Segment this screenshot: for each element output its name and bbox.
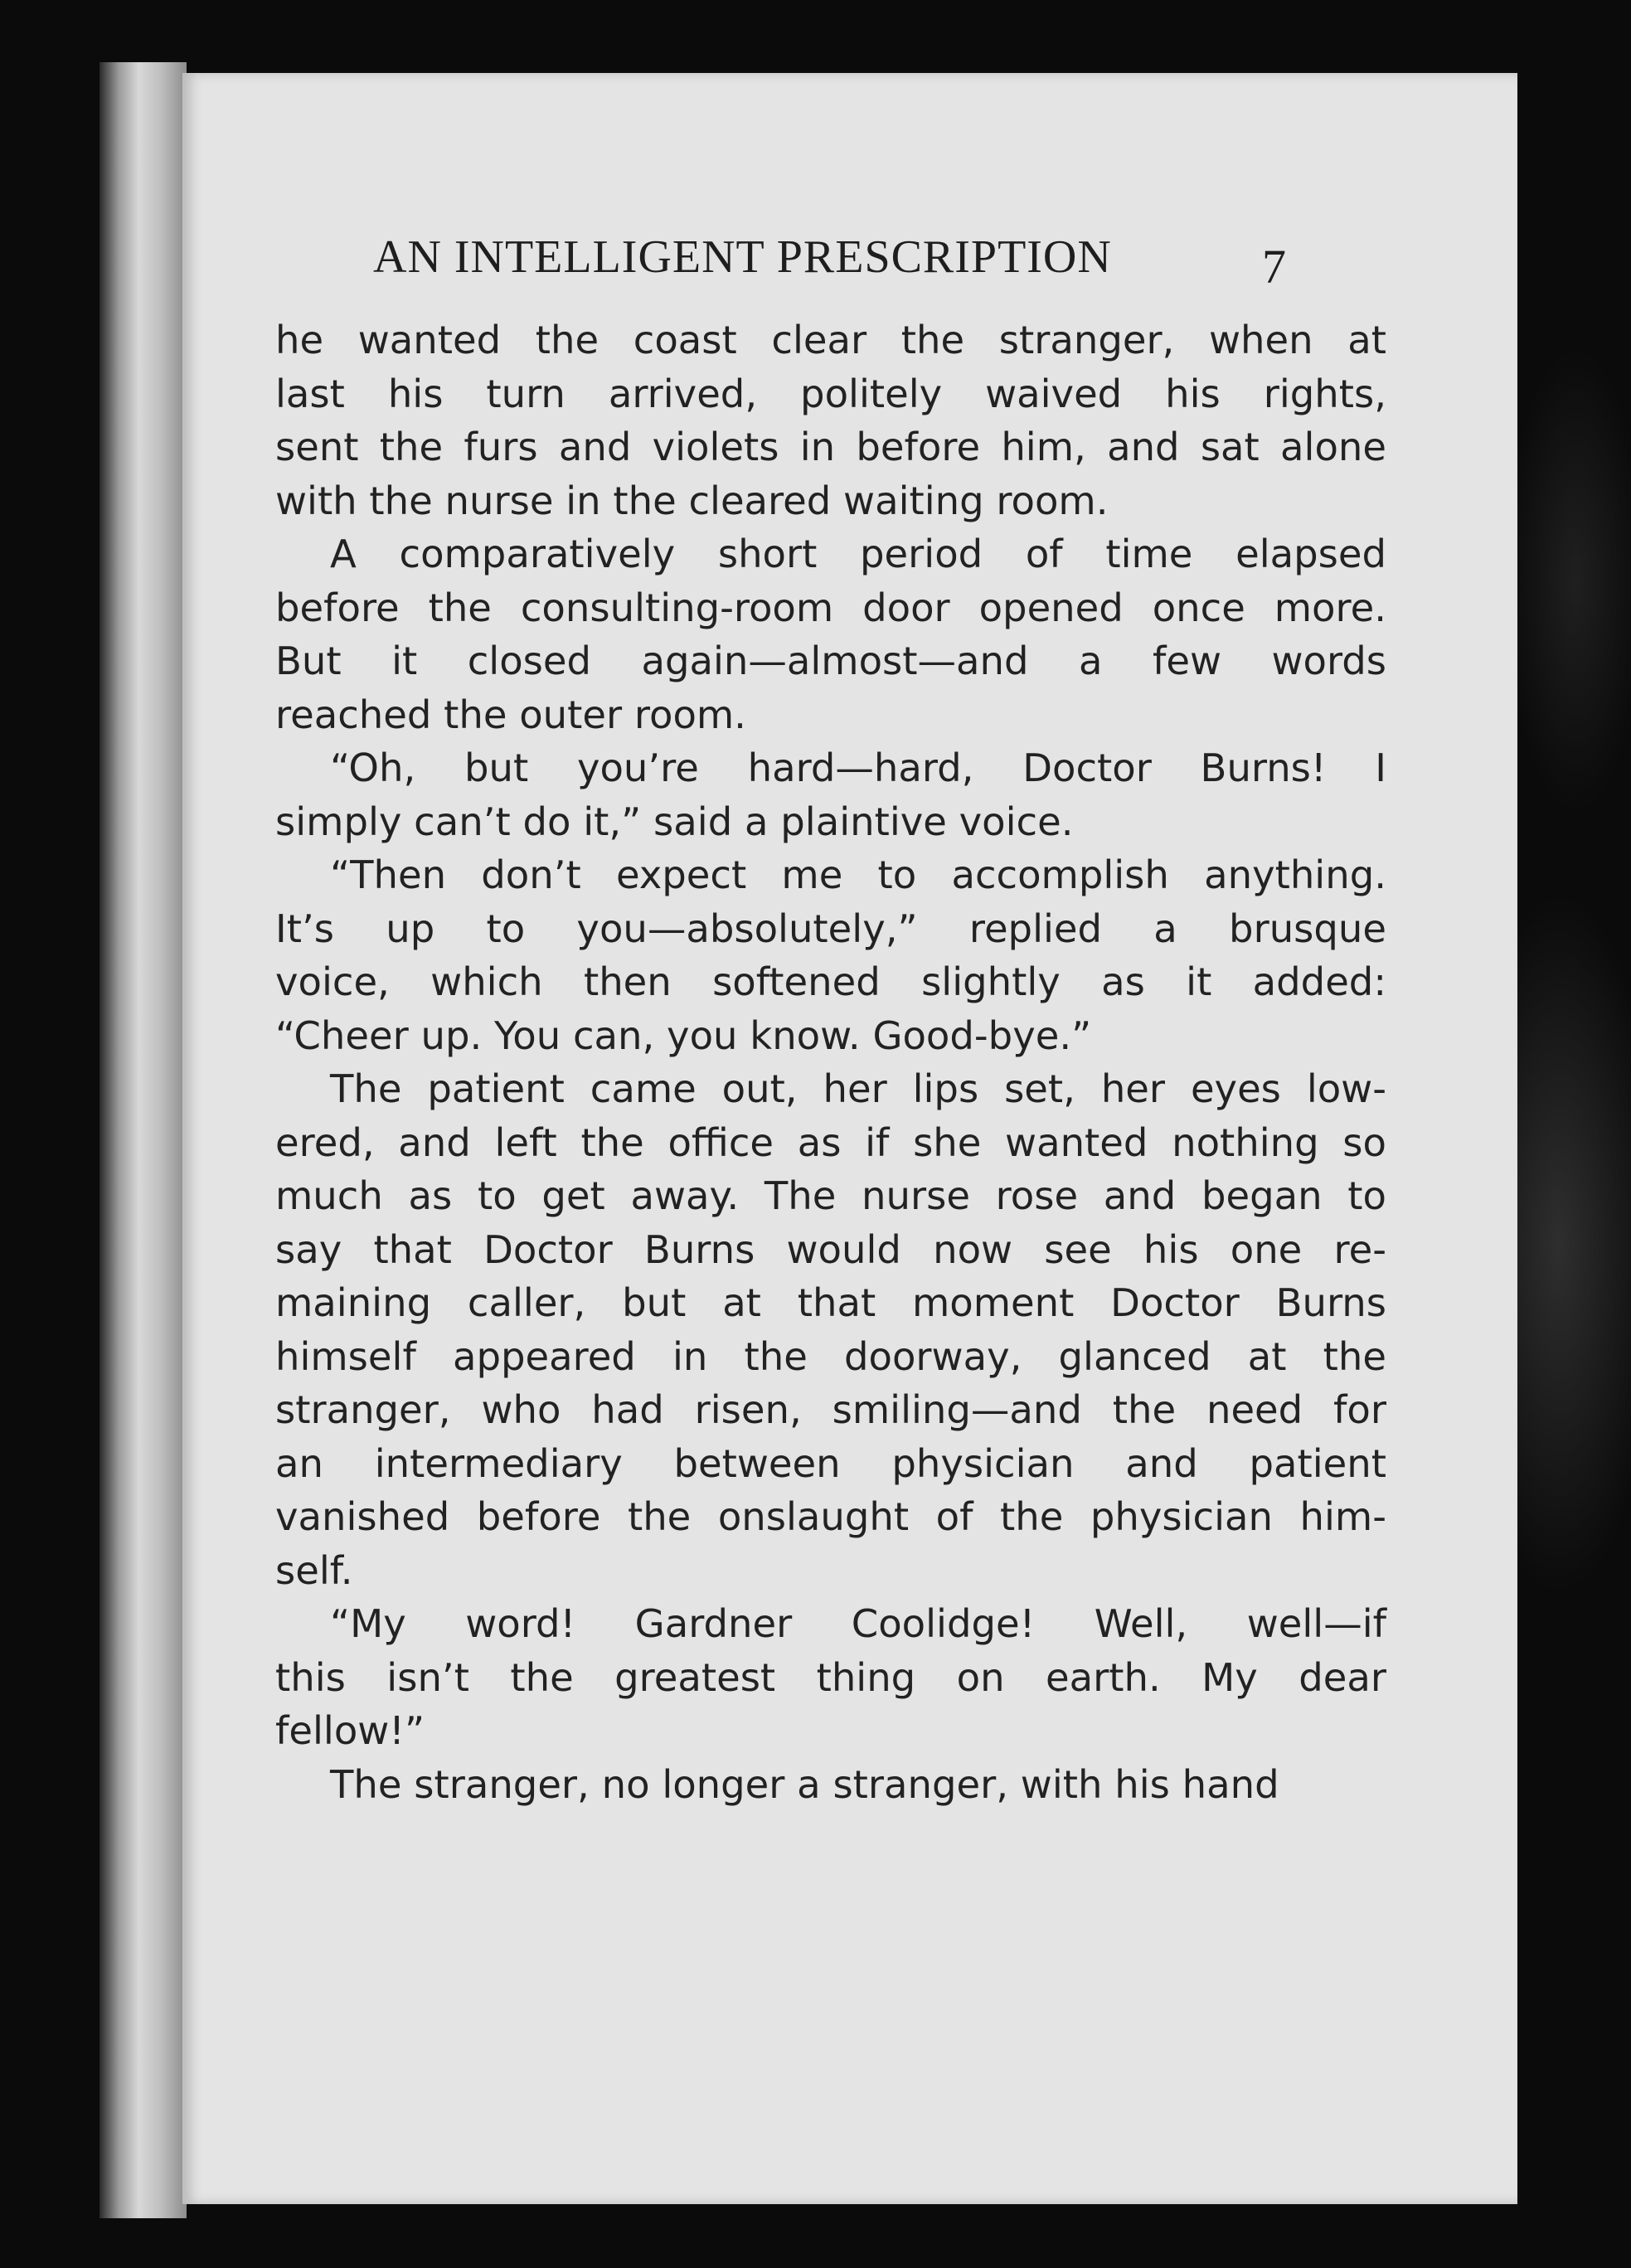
text-line: he wanted the coast clear the stranger, when at [275, 318, 1386, 362]
text-line: The patient came out, her lips set, her eyes low- [330, 1066, 1386, 1111]
text-line: an intermediary between physician and patient [275, 1440, 1386, 1486]
text-line: ered, and left the office as if she wanted nothing so [275, 1119, 1386, 1165]
text-line: The stranger, no longer a stranger, with his hand [330, 1761, 1279, 1807]
text-line: vanished before the onslaught of the physician him- [275, 1494, 1386, 1539]
text-line: fellow!” [275, 1708, 425, 1753]
text-line: But it closed again—almost—and a few words [275, 639, 1386, 683]
text-line: this isn’t the greatest thing on earth. My dear [275, 1654, 1386, 1700]
running-head: AN INTELLIGENT PRESCRIPTION [373, 231, 1112, 283]
text-line: “Cheer up. You can, you know. Good-bye.” [275, 1013, 1092, 1058]
text-line: say that Doctor Burns would now see his one re- [275, 1226, 1386, 1272]
text-line: sent the furs and violets in before him, and sat alone [275, 425, 1386, 469]
text-line: “My word! Gardner Coolidge! Well, well—if [330, 1601, 1386, 1646]
text-line: “Then don’t expect me to accomplish anything. [330, 852, 1386, 897]
text-line: reached the outer room. [275, 692, 746, 737]
text-line: simply can’t do it,” said a plaintive voice. [275, 799, 1074, 844]
text-line: himself appeared in the doorway, glanced at the [275, 1333, 1386, 1379]
text-line: voice, which then softened slightly as it added: [275, 959, 1386, 1004]
book-page [182, 73, 1517, 2204]
text-line: much as to get away. The nurse rose and began to [275, 1173, 1386, 1218]
text-line: self. [275, 1547, 353, 1593]
text-line: last his turn arrived, politely waived his rights, [275, 371, 1386, 416]
page-binding-edge [100, 62, 187, 2218]
text-line: maining caller, but at that moment Doctor Burns [275, 1280, 1386, 1325]
text-line: It’s up to you—absolutely,” replied a brusque [275, 906, 1386, 951]
text-line: before the consulting-room door opened once more. [275, 585, 1386, 630]
text-line: “Oh, but you’re hard—hard, Doctor Burns! I [330, 745, 1386, 790]
body-text [275, 313, 1386, 1811]
page-number: 7 [1262, 240, 1286, 294]
text-line: stranger, who had risen, smiling—and the need for [275, 1387, 1386, 1432]
text-line: with the nurse in the cleared waiting room. [275, 478, 1109, 523]
text-line: A comparatively short period of time elapsed [330, 532, 1386, 576]
